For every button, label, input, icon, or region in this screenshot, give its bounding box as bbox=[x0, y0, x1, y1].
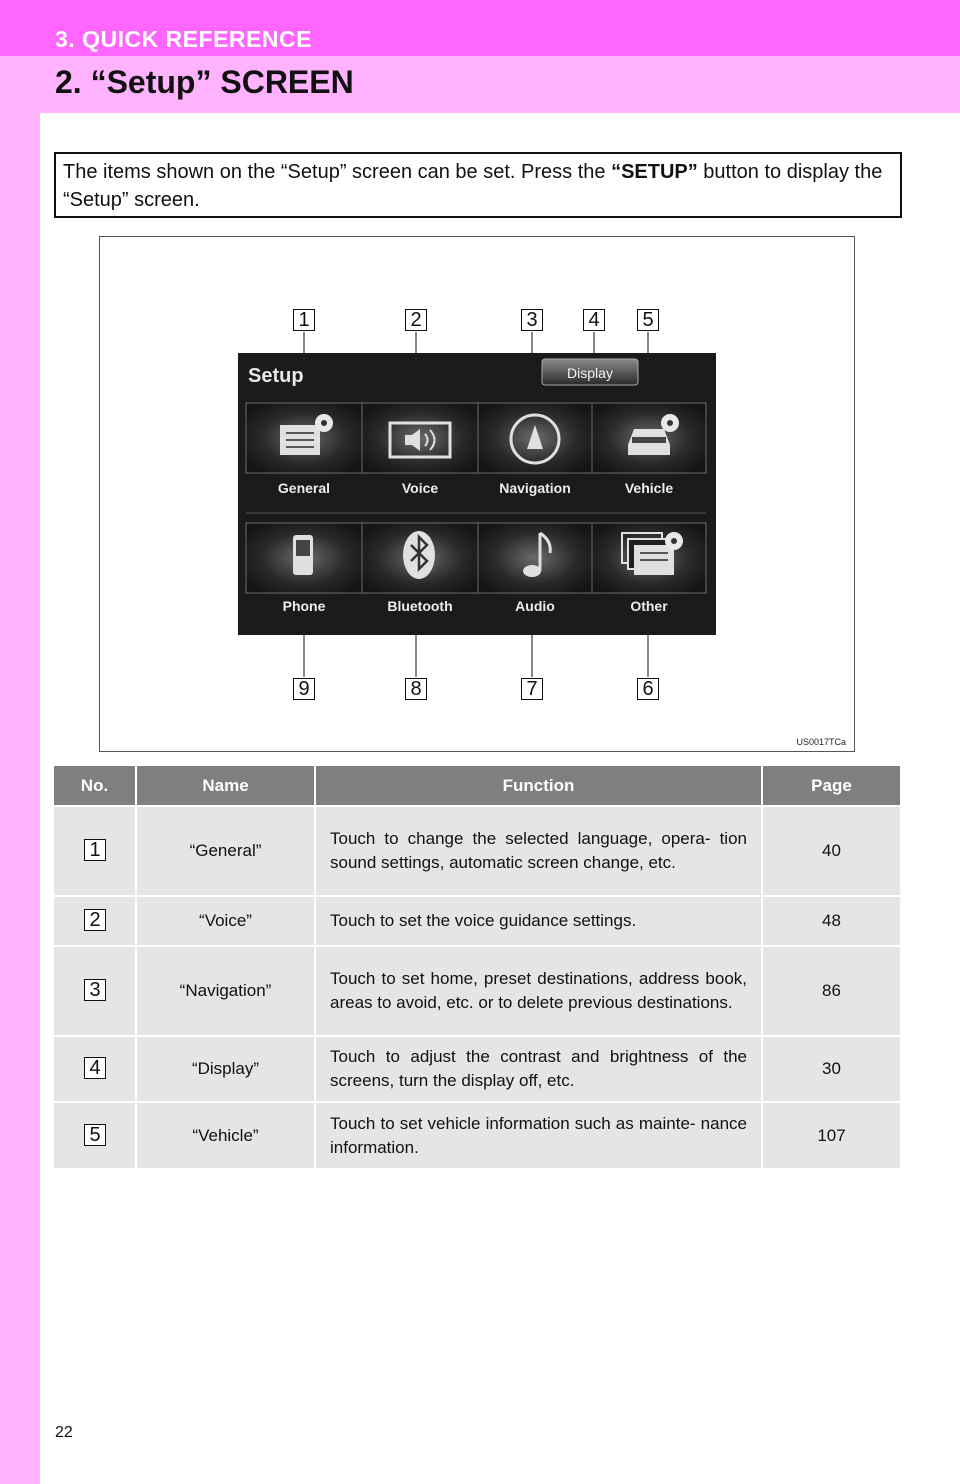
callout-7: 7 bbox=[521, 678, 543, 700]
phone-icon bbox=[293, 535, 313, 575]
callout-9: 9 bbox=[293, 678, 315, 700]
bluetooth-icon bbox=[403, 531, 435, 579]
intro-text-after: button to display the “Setup” screen. bbox=[63, 161, 883, 211]
intro-box bbox=[54, 152, 902, 218]
intro-setup-bold: “SETUP” bbox=[611, 161, 698, 183]
header-name: Name bbox=[136, 766, 315, 806]
callout-5: 5 bbox=[637, 309, 659, 331]
row-page: 48 bbox=[762, 896, 900, 946]
row-name: “General” bbox=[136, 806, 315, 896]
table-row bbox=[54, 896, 900, 946]
table-header-row bbox=[54, 766, 900, 806]
row-page: 86 bbox=[762, 946, 900, 1036]
left-margin-stripe bbox=[0, 0, 40, 1484]
row-function: Touch to set vehicle information such as mainte- nance information. bbox=[315, 1102, 762, 1168]
row-number: 5 bbox=[84, 1124, 106, 1146]
row-function: Touch to set home, preset destinations, address book, areas to avoid, etc. or to delete previous destinations. bbox=[315, 946, 762, 1036]
header-function: Function bbox=[315, 766, 762, 806]
table-row bbox=[54, 806, 900, 896]
figure-code: US0017TCa bbox=[796, 737, 846, 747]
tile-label-bluetooth: Bluetooth bbox=[387, 598, 453, 614]
row-name: “Voice” bbox=[136, 896, 315, 946]
page-title: 2. “Setup” SCREEN bbox=[55, 64, 354, 100]
callout-8: 8 bbox=[405, 678, 427, 700]
row-page: 30 bbox=[762, 1036, 900, 1102]
tile-label-general: General bbox=[277, 480, 331, 496]
row-function: Touch to adjust the contrast and brightness of the screens, turn the display off, etc. bbox=[315, 1036, 762, 1102]
row-page: 107 bbox=[762, 1102, 900, 1168]
tile-label-vehicle: Vehicle bbox=[624, 480, 674, 496]
row-name: “Display” bbox=[136, 1036, 315, 1102]
row-number: 3 bbox=[84, 979, 106, 1001]
row-function: Touch to set the voice guidance settings. bbox=[315, 896, 762, 946]
row-number: 4 bbox=[84, 1057, 106, 1079]
header-no: No. bbox=[54, 766, 136, 806]
other-settings-icon bbox=[622, 532, 683, 575]
setup-screen-illustration bbox=[100, 237, 856, 753]
row-page: 40 bbox=[762, 806, 900, 896]
display-button-label: Display bbox=[567, 365, 613, 381]
setup-items-table bbox=[54, 766, 900, 1168]
row-number: 1 bbox=[84, 839, 106, 861]
header-page: Page bbox=[762, 766, 900, 806]
intro-text-before: The items shown on the “Setup” screen can be set. Press the bbox=[63, 161, 612, 183]
callout-3: 3 bbox=[521, 309, 543, 331]
callout-6: 6 bbox=[637, 678, 659, 700]
setup-screen-figure bbox=[99, 236, 855, 752]
section-label: 3. QUICK REFERENCE bbox=[55, 26, 312, 52]
tile-label-other: Other bbox=[630, 598, 668, 614]
screen-title: Setup bbox=[248, 365, 304, 387]
tile-label-navigation: Navigation bbox=[499, 480, 571, 496]
row-function: Touch to change the selected language, opera- tion sound settings, automatic screen change, etc. bbox=[315, 806, 762, 896]
callout-4: 4 bbox=[583, 309, 605, 331]
callout-2: 2 bbox=[405, 309, 427, 331]
tile-label-audio: Audio bbox=[515, 598, 555, 614]
tile-label-voice: Voice bbox=[401, 480, 439, 496]
row-name: “Vehicle” bbox=[136, 1102, 315, 1168]
table-row bbox=[54, 946, 900, 1036]
page-number: 22 bbox=[55, 1424, 73, 1441]
callout-1: 1 bbox=[293, 309, 315, 331]
table-row bbox=[54, 1036, 900, 1102]
row-number: 2 bbox=[84, 909, 106, 931]
table-row bbox=[54, 1102, 900, 1168]
row-name: “Navigation” bbox=[136, 946, 315, 1036]
tile-label-phone: Phone bbox=[282, 598, 326, 614]
